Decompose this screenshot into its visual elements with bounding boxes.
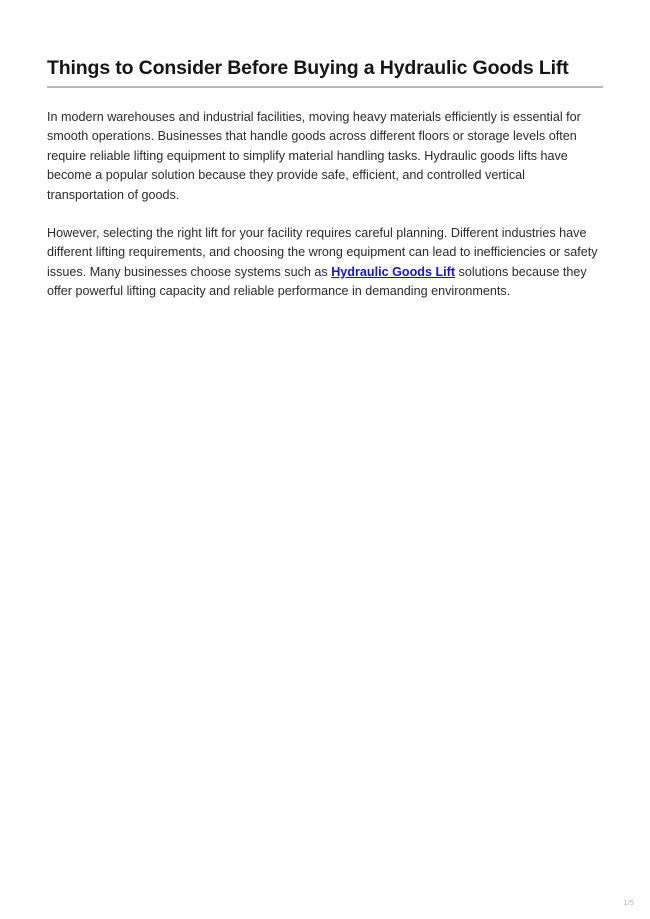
paragraph-1: In modern warehouses and industrial facilities, moving heavy materials efficiently is essential for smooth operations. Businesses that handle goods across different floors or storage levels often require reliable lifting equipment to simplify material handling tasks. Hydraulic goods lifts have become a popular solution because they provide safe, efficient, and controlled vertical transportation of goods. xyxy=(47,110,581,202)
paragraph-2-text-after-link: solutions because they offer powerful lifting capacity and reliable performance in demanding environments. xyxy=(47,264,587,299)
paragraph-2 xyxy=(47,224,603,302)
paragraph-2-text-before-link: However, selecting the right lift for your facility requires careful planning. Different industries have different lifting requirements, and choosing the wrong equipment can lead to inefficiencies or safety issues. Many businesses choose systems such as xyxy=(47,226,598,279)
document-content xyxy=(47,56,603,302)
title-divider xyxy=(47,86,603,88)
page-number-indicator: 1/5 xyxy=(623,900,634,907)
hydraulic-goods-lift-link[interactable]: Hydraulic Goods Lift xyxy=(331,264,456,279)
page-title: Things to Consider Before Buying a Hydraulic Goods Lift xyxy=(47,57,569,79)
